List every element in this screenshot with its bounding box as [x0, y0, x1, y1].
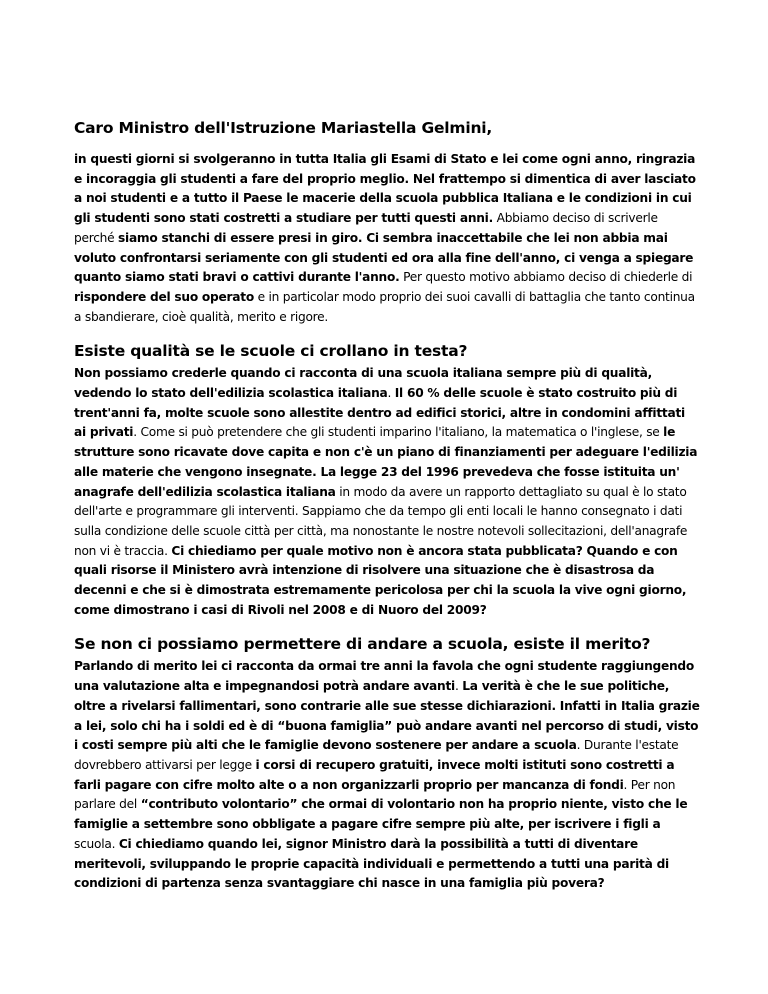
- text-run: Ci chiediamo quando lei, signor Ministro darà la possibilità a tutti di diventare meritevoli, sviluppando le proprie capacità individuali e permettendo a tutti una parità di condizioni di partenza senza svantaggiare chi nasce in una famiglia più povera?: [74, 836, 669, 891]
- letter-content: [74, 118, 700, 894]
- text-run: Per questo motivo abbiamo deciso di chiederle di: [399, 270, 693, 285]
- text-run: in modo da avere un rapporto dettagliato su qual è lo stato dell'arte e programmare gli interventi. Sappiamo che da tempo gli enti locali le hanno consegnato i dati sulla condizione delle scuole città per città, ma nonostante le nostre notevoli sollecitazioni, dell'anagrafe non vi è traccia.: [74, 484, 688, 558]
- text-run: La verità è che le sue politiche, oltre a rivelarsi fallimentari, sono contrarie alle sue stesse dichiarazioni. Infatti in Italia grazie a lei, solo chi ha i soldi ed è di “buona famiglia” può andare avanti nel percorso di studi, visto i costi sempre più alti che le famiglie devono sostenere per andare a scuola: [74, 679, 700, 753]
- section-body-quality: [74, 364, 700, 620]
- text-run: . Come si può pretendere che gli studenti imparino l'italiano, la matematica o l'inglese, se: [133, 425, 664, 440]
- section-heading-quality: Esiste qualità se le scuole ci crollano in testa?: [74, 342, 468, 361]
- text-run: siamo stanchi di essere presi in giro. Ci sembra inaccettabile che lei non abbia mai voluto confrontarsi seriamente con gli studenti ed ora alla fine dell'anno, ci venga a spiegare quanto siamo stati bravi o cattivi durante l'anno.: [74, 230, 694, 285]
- text-run: .: [387, 386, 395, 401]
- text-run: Ci chiediamo per quale motivo non è ancora stata pubblicata? Quando e con quali risorse il Ministero avrà intenzione di risolvere una situazione che è disastrosa da decenni e che si è dimostrata estremamente pericolosa per chi la scuola la vive ogni giorno, come dimostrano i casi di Rivoli nel 2008 e di Nuoro del 2009?: [74, 543, 687, 617]
- text-run: Non possiamo crederle quando ci racconta di una scuola italiana sempre più di qualità, vedendo lo stato dell'edilizia scolastica italiana: [74, 366, 652, 401]
- text-run: rispondere del suo operato: [74, 289, 254, 304]
- text-run: .: [454, 679, 463, 694]
- intro-paragraph: [74, 150, 700, 327]
- text-run: e in particolar modo proprio dei suoi cavalli di battaglia che tanto continua a sbandierare, cioè qualità, merito e rigore.: [74, 289, 695, 324]
- text-run: le strutture sono ricavate dove capita e non c'è un piano di finanziamenti per adeguare l'edilizia alle materie che vengono insegnate. La legge 23 del 1996 prevedeva che fosse istituita un' anagrafe dell'edilizia scolastica italiana: [74, 425, 698, 499]
- letter-title: Caro Ministro dell'Istruzione Mariastella Gelmini,: [74, 119, 493, 137]
- text-run: Abbiamo deciso di scriverle perché: [74, 211, 658, 245]
- text-run: i corsi di recupero gratuiti, invece molti istituti sono costretti a farli pagare con cifre molto alte o a non organizzarli proprio per mancanza di fondi: [74, 757, 675, 792]
- text-run: scuola.: [74, 836, 119, 851]
- section-body-merit: [74, 657, 700, 893]
- section-heading-merit: Se non ci possiamo permettere di andare a scuola, esiste il merito?: [74, 635, 651, 654]
- text-run: Il 60 % delle scuole è stato costruito più di trent'anni fa, molte scuole sono allestite dentro ad edifici storici, altre in condomini affittati ai privati: [74, 386, 685, 440]
- text-run: in questi giorni si svolgeranno in tutta Italia gli Esami di Stato e lei come ogni anno, ringrazia e incoraggia gli studenti a fare del proprio meglio. Nel frattempo si dimentica di aver lasciato a noi studenti e a tutto il Paese le macerie della scuola pubblica Italiana e le condizioni in cui gli studenti sono stati costretti a studiare per tutti questi anni.: [74, 152, 696, 226]
- text-run: “contributo volontario” che ormai di volontario non ha proprio niente, visto che le famiglie a settembre sono obbligate a pagare cifre sempre più alte, per iscrivere i figli a: [74, 797, 688, 832]
- text-run: . Per non parlare del: [74, 777, 676, 812]
- text-run: . Durante l'estate dovrebbero attivarsi per legge: [74, 738, 679, 772]
- text-run: Parlando di merito lei ci racconta da ormai tre anni la favola che ogni studente raggiungendo una valutazione alta e impegnandosi potrà andare avanti: [74, 659, 695, 694]
